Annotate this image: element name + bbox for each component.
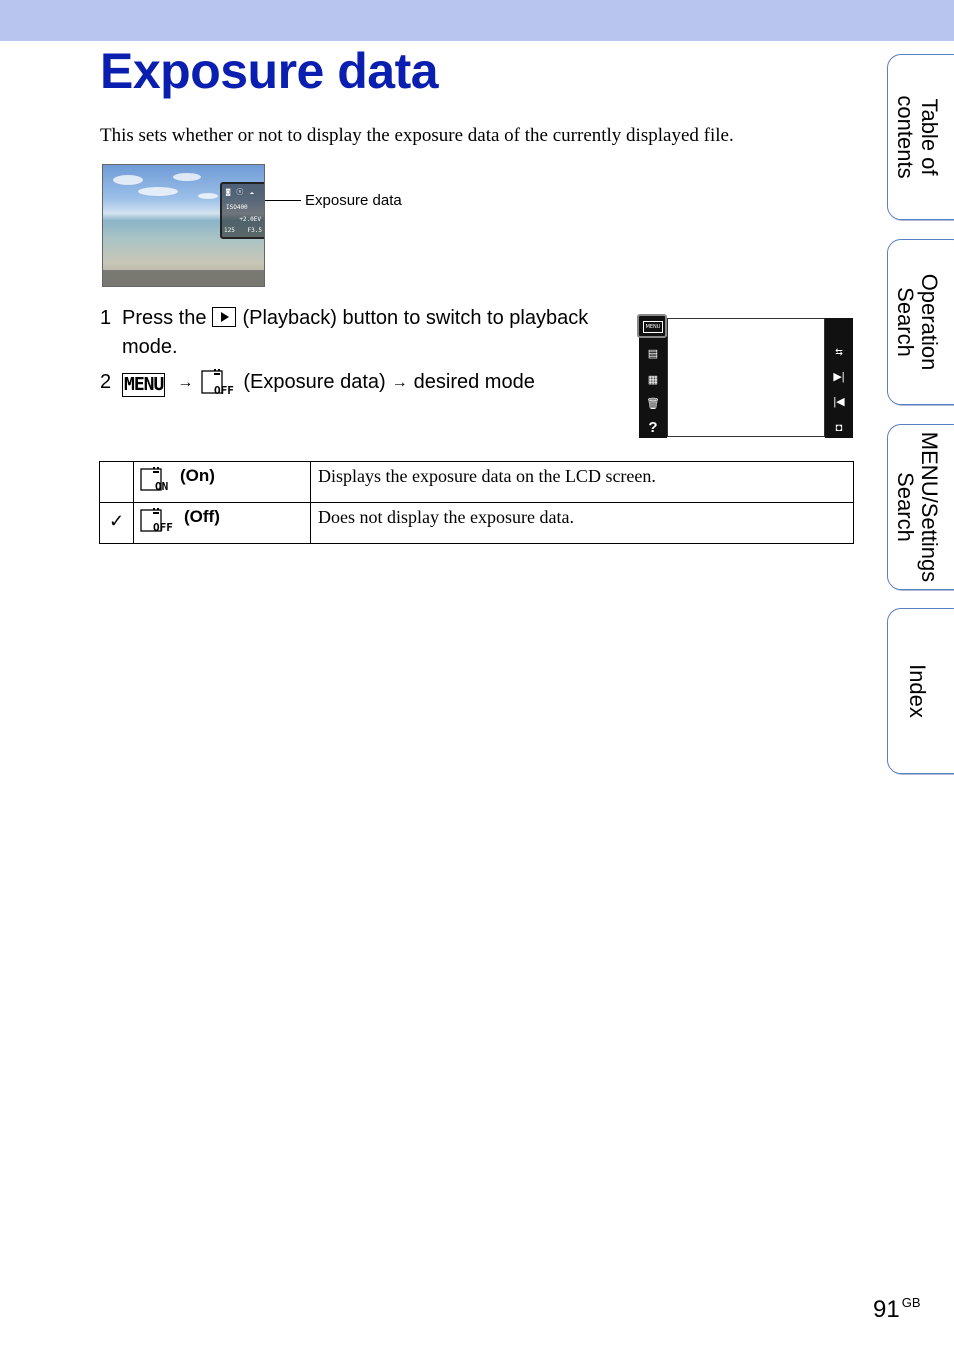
callout-line (265, 200, 301, 201)
tab-operation-search[interactable]: Operation Search (887, 239, 954, 405)
slide-icon: ⇆ (835, 347, 843, 357)
step-text: (Exposure data) (243, 371, 386, 393)
display-off-icon (201, 368, 237, 396)
photo-bottom-strip (103, 270, 264, 286)
exposure-data-overlay (220, 182, 265, 239)
svg-text:OFF: OFF (214, 384, 235, 396)
grid-icon: ▦ (647, 374, 659, 386)
display-off-icon (140, 507, 178, 533)
mode-label: (On) (180, 466, 215, 485)
camera-screen (637, 314, 853, 438)
overlay-shutter: 125 (224, 227, 235, 234)
overlay-icons: ◙ ⓢ ☁ (226, 188, 255, 196)
next-icon: ▶| (833, 371, 845, 383)
trash-icon: 🗑 (646, 398, 660, 410)
svg-text:ON: ON (155, 480, 169, 492)
step-number: 1 (100, 307, 112, 329)
callout-label: Exposure data (305, 192, 402, 209)
overlay-aperture: F3.5 (247, 227, 262, 234)
beach-photo (102, 164, 265, 287)
playback-icon (212, 307, 236, 327)
camera-left-bar (639, 336, 667, 438)
tab-index[interactable]: Index (887, 608, 954, 774)
mode-table (99, 461, 854, 544)
camera-menu-button: MENU (637, 314, 667, 338)
default-check-icon: ✓ (100, 503, 134, 544)
camera-right-bar (825, 318, 853, 438)
table-row (100, 462, 854, 503)
page-title: Exposure data (100, 43, 439, 99)
mode-description: Does not display the exposure data. (311, 503, 854, 544)
default-check (100, 462, 134, 503)
menu-icon: MENU (124, 374, 164, 395)
step-text: (Playback) button to switch to playback mode. (122, 307, 589, 358)
prev-icon: |◀ (833, 396, 845, 408)
arrow-icon: → (391, 374, 408, 391)
camera-frame (667, 318, 825, 437)
arrow-icon: → (177, 374, 194, 391)
help-icon: ? (648, 419, 658, 436)
svg-text:OFF: OFF (153, 521, 173, 533)
overlay-ev: +2.0EV (239, 216, 261, 223)
header-band (0, 0, 954, 41)
overlay-iso: ISO400 (226, 204, 248, 211)
mode-label: (Off) (184, 507, 220, 526)
tab-menu-settings-search[interactable]: MENU/Settings Search (887, 424, 954, 590)
camera-icon: ◘ (835, 422, 843, 434)
mode-description: Displays the exposure data on the LCD screen. (311, 462, 854, 503)
display-on-icon (140, 466, 174, 492)
step-number: 2 (100, 371, 112, 393)
page-number: 91 $^{GB}$ (873, 1295, 921, 1323)
step-text: Press the (122, 307, 207, 329)
tab-table-of-contents[interactable]: Table of contents (887, 54, 954, 220)
table-row (100, 503, 854, 544)
intro-text: This sets whether or not to display the exposure data of the currently displayed file. (100, 125, 734, 146)
index-view-icon: ▤ (647, 348, 659, 360)
step-text: desired mode (413, 371, 535, 393)
